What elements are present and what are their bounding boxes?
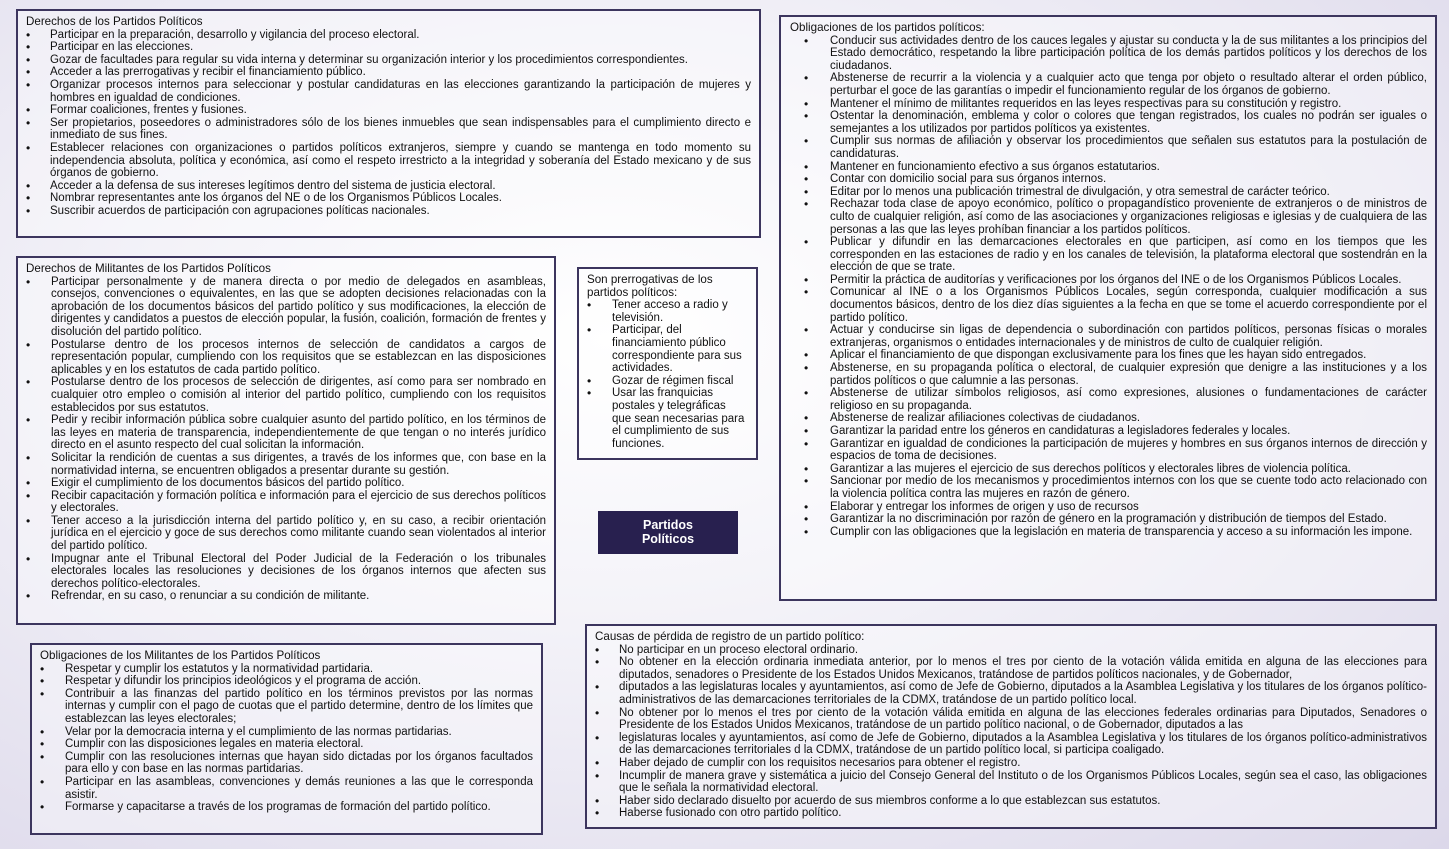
list-item: • Establecer relaciones con organizaciones o partidos políticos extranjeros, siempre y cuando se mantenga en todo momento su independencia absoluta, política y económica, así como el respeto irrestricto a la integridad y soberanía del Estado mexicano y de sus órganos de gobierno. bbox=[26, 142, 751, 180]
list-item: • Organizar procesos internos para seleccionar y postular candidaturas en las elecciones garantizando la participación de mujeres y hombres en igualdad de condiciones. bbox=[26, 79, 751, 104]
list-item: • Mantener en funcionamiento efectivo a sus órganos estatutarios. bbox=[790, 161, 1427, 174]
list-item: • Publicar y difundir en las demarcaciones electorales en que participen, así como en los tiempos que les corresponden en las estaciones de radio y en los canales de televisión, la plataforma electoral que sostendrán en la elección de que se trate. bbox=[790, 236, 1427, 274]
list-item: • Incumplir de manera grave y sistemática a juicio del Consejo General del Instituto o de los Organismos Públicos Locales, según sea el caso, las obligaciones que le señala la normatividad electoral. bbox=[595, 770, 1427, 795]
obligaciones-partidos-panel bbox=[779, 15, 1437, 601]
list-item: • Solicitar la rendición de cuentas a sus dirigentes, a través de los informes que, con base en la normatividad interna, se encuentren obligados a presentar durante su gestión. bbox=[26, 452, 546, 477]
derechos-militantes-panel bbox=[16, 256, 556, 625]
list-item: • Mantener el mínimo de militantes requeridos en las leyes respectivas para su constitución y registro. bbox=[790, 98, 1427, 111]
list-item: • Abstenerse, en su propaganda política o electoral, de cualquier expresión que denigre a las instituciones y a los partidos políticos o que calumnie a las personas. bbox=[790, 362, 1427, 387]
list-item: • Acceder a la defensa de sus intereses legítimos dentro del sistema de justicia electoral. bbox=[26, 180, 751, 193]
list-item: • Elaborar y entregar los informes de origen y uso de recursos bbox=[790, 501, 1427, 514]
list-item: • Participar en las elecciones. bbox=[26, 41, 751, 54]
list-item: • Contribuir a las finanzas del partido político en los términos previstos por las normas internas y cumplir con el pago de cuotas que el partido determine, dentro de los límites que establezcan las leyes electorales; bbox=[40, 688, 533, 726]
list-item: • Nombrar representantes ante los órganos del NE o de los Organismos Públicos Locales. bbox=[26, 192, 751, 205]
list-item: • Postularse dentro de los procesos internos de selección de candidatos a cargos de representación popular, cumpliendo con los requisitos que se establezcan en las disposiciones aplicables y en los estatutos de cada partido político. bbox=[26, 339, 546, 377]
list-item: • Exigir el cumplimiento de los documentos básicos del partido político. bbox=[26, 477, 546, 490]
list-item: • Cumplir sus normas de afiliación y observar los procedimientos que señalen sus estatutos para la postulación de candidaturas. bbox=[790, 135, 1427, 160]
derechos-partidos-panel bbox=[16, 9, 761, 238]
section-title: Causas de pérdida de registro de un partido político: bbox=[595, 630, 865, 643]
list-item: • Haber dejado de cumplir con los requisitos necesarios para obtener el registro. bbox=[595, 757, 1427, 770]
list-item: • Impugnar ante el Tribunal Electoral del Poder Judicial de la Federación o los tribunales electorales locales las resoluciones y decisiones de los órganos internos que afecten sus derechos político-electorales. bbox=[26, 553, 546, 591]
list-item: • Refrendar, en su caso, o renunciar a su condición de militante. bbox=[26, 590, 546, 603]
list-item: • Ser propietarios, poseedores o administradores sólo de los bienes inmuebles que sean indispensables para el cumplimiento directo e inmediato de sus fines. bbox=[26, 117, 751, 142]
list-item: • Permitir la práctica de auditorías y verificaciones por los órganos del INE o de los Organismos Públicos Locales. bbox=[790, 274, 1427, 287]
bullet-list bbox=[26, 29, 751, 218]
list-item: • Usar las franquicias postales y telegráficas que sean necesarias para el cumplimiento de sus funciones. bbox=[587, 387, 748, 450]
list-item: • Participar en las asambleas, convenciones y demás reuniones a las que le corresponda asistir. bbox=[40, 776, 533, 801]
obligaciones-militantes-panel bbox=[30, 643, 543, 835]
list-item: • Participar, del financiamiento público correspondiente para sus actividades. bbox=[587, 324, 748, 374]
section-title: Derechos de Militantes de los Partidos Políticos bbox=[26, 262, 271, 275]
list-item: • diputados a las legislaturas locales y ayuntamientos, así como de Jefe de Gobierno, diputados a la Asamblea Legislativa y los titulares de los órganos político-administrativos de las demarcaciones territoriales de la CDMX, tratándose de un partido político local. bbox=[595, 681, 1427, 706]
list-item: • Formarse y capacitarse a través de los programas de formación del partido político. bbox=[40, 801, 533, 814]
list-item: • Formar coaliciones, frentes y fusiones. bbox=[26, 104, 751, 117]
bullet-list bbox=[26, 276, 546, 603]
list-item: • Comunicar al INE o a los Organismos Públicos Locales, según corresponda, cualquier modificación a sus documentos básicos, dentro de los diez días siguientes a la fecha en que se tome el acuerdo correspondiente por el partido político. bbox=[790, 286, 1427, 324]
list-item: • Suscribir acuerdos de participación con agrupaciones políticas nacionales. bbox=[26, 205, 751, 218]
list-item: • Gozar de facultades para regular su vida interna y determinar su organización interior y los procedimientos correspondientes. bbox=[26, 54, 751, 67]
list-item: • Cumplir con las disposiciones legales en materia electoral. bbox=[40, 738, 533, 751]
list-item: • Abstenerse de recurrir a la violencia y a cualquier acto que tenga por objeto o resultado alterar el orden público, perturbar el goce de las garantías o impedir el funcionamiento regular de los órganos de gobierno. bbox=[790, 72, 1427, 97]
list-item: • Acceder a las prerrogativas y recibir el financiamiento público. bbox=[26, 66, 751, 79]
list-item: • Participar en la preparación, desarrollo y vigilancia del proceso electoral. bbox=[26, 29, 751, 42]
list-item: • No obtener por lo menos el tres por ciento de la votación válida emitida en alguna de las elecciones federales ordinarias para Diputados, Senadores o Presidente de los Estados Unidos Mexicanos, tratándose de un partido político nacional, o de Gobernador, diputados a las bbox=[595, 707, 1427, 732]
bullet-list bbox=[40, 663, 533, 814]
list-item: • legislaturas locales y ayuntamientos, así como de Jefe de Gobierno, diputados a la Asamblea Legislativa y los titulares de los órganos político-administrativos de las demarcaciones territoriales d la CDMX, tratándose de un partido político local, si participa coaligado. bbox=[595, 732, 1427, 757]
list-item: • Sancionar por medio de los mecanismos y procedimientos internos con los que se cuente todo acto relacionado con la violencia política contra las mujeres en razón de género. bbox=[790, 475, 1427, 500]
list-item: • Conducir sus actividades dentro de los cauces legales y ajustar su conducta y la de sus militantes a los principios del Estado democrático, respetando la libre participación política de los demás partidos políticos y los derechos de los ciudadanos. bbox=[790, 35, 1427, 73]
list-item: • Garantizar la no discriminación por razón de género en la programación y distribución de tiempos del Estado. bbox=[790, 513, 1427, 526]
list-item: • Cumplir con las resoluciones internas que hayan sido dictadas por los órganos facultados para ello y con base en las normas partidarias. bbox=[40, 751, 533, 776]
list-item: • No participar en un proceso electoral ordinario. bbox=[595, 644, 1427, 657]
list-item: • Cumplir con las obligaciones que la legislación en materia de transparencia y acceso a su información les impone. bbox=[790, 526, 1427, 539]
list-item: • Ostentar la denominación, emblema y color o colores que tengan registrados, los cuales no podrán ser iguales o semejantes a los utilizados por partidos políticos ya existentes. bbox=[790, 110, 1427, 135]
list-item: • Pedir y recibir información pública sobre cualquier asunto del partido político, en los términos de las leyes en materia de transparencia, independientemente de que tengan o no interés jurídico directo en el asunto respecto del cual solicitan la información. bbox=[26, 414, 546, 452]
list-item: • Tener acceso a radio y televisión. bbox=[587, 299, 748, 324]
list-item: • Garantizar la paridad entre los géneros en candidaturas a legisladores federales y locales. bbox=[790, 425, 1427, 438]
list-item: • Participar personalmente y de manera directa o por medio de delegados en asambleas, consejos, convenciones o equivalentes, en las que se adopten decisiones relacionadas con la aprobación de los documentos básicos del partido político y sus modificaciones, la elección de dirigentes y candidatos a puestos de elección popular, la fusión, coalición, formación de frentes y disolución del partido político. bbox=[26, 276, 546, 339]
section-title: Obligaciones de los partidos políticos: bbox=[790, 21, 985, 34]
list-item: • Abstenerse de utilizar símbolos religiosos, así como expresiones, alusiones o fundamentaciones de carácter religioso en su propaganda. bbox=[790, 387, 1427, 412]
list-item: • Velar por la democracia interna y el cumplimiento de las normas partidarias. bbox=[40, 726, 533, 739]
list-item: • Abstenerse de realizar afiliaciones colectivas de ciudadanos. bbox=[790, 412, 1427, 425]
list-item: • Recibir capacitación y formación política e información para el ejercicio de sus derechos políticos y electorales. bbox=[26, 490, 546, 515]
list-item: • Editar por lo menos una publicación trimestral de divulgación, y otra semestral de carácter teórico. bbox=[790, 186, 1427, 199]
prerrogativas-panel bbox=[577, 267, 758, 460]
list-item: • Garantizar a las mujeres el ejercicio de sus derechos políticos y electorales libres de violencia política. bbox=[790, 463, 1427, 476]
list-item: • Garantizar en igualdad de condiciones la participación de mujeres y hombres en sus órganos internos de dirección y espacios de toma de decisiones. bbox=[790, 438, 1427, 463]
section-title: Derechos de los Partidos Políticos bbox=[26, 15, 203, 28]
bullet-list bbox=[790, 35, 1427, 539]
list-item: • Aplicar el financiamiento de que dispongan exclusivamente para los fines que les hayan sido entregados. bbox=[790, 349, 1427, 362]
section-title: Son prerrogativas de los partidos políticos: bbox=[587, 273, 713, 299]
center-title: Partidos Políticos bbox=[598, 511, 738, 554]
list-item: • Gozar de régimen fiscal bbox=[587, 375, 748, 388]
bullet-list bbox=[595, 644, 1427, 820]
list-item: • Postularse dentro de los procesos de selección de dirigentes, así como para ser nombrado en cualquier otro empleo o comisión al interior del partido político, cumpliendo con los requisitos establecidos por sus estatutos. bbox=[26, 376, 546, 414]
list-item: • Tener acceso a la jurisdicción interna del partido político y, en su caso, a recibir orientación jurídica en el ejercicio y goce de sus derechos como militante cuando sean violentados al interior del partido político. bbox=[26, 515, 546, 553]
list-item: • Rechazar toda clase de apoyo económico, político o propagandístico proveniente de extranjeros o de ministros de culto de cualquier religión, así como de las asociaciones y organizaciones religiosas e iglesias y de cualquiera de las personas a las que las leyes prohíban financiar a los partidos políticos. bbox=[790, 198, 1427, 236]
list-item: • Respetar y difundir los principios ideológicos y el programa de acción. bbox=[40, 675, 533, 688]
causas-perdida-panel bbox=[585, 624, 1437, 829]
list-item: • No obtener en la elección ordinaria inmediata anterior, por lo menos el tres por ciento de la votación válida emitida en alguna de las elecciones para diputados, senadores o Presidente de los Estados Unidos Mexicanos, tratándose de partidos políticos nacionales, y de Gobernador, bbox=[595, 656, 1427, 681]
list-item: • Haber sido declarado disuelto por acuerdo de sus miembros conforme a lo que establezcan sus estatutos. bbox=[595, 795, 1427, 808]
list-item: • Actuar y conducirse sin ligas de dependencia o subordinación con partidos políticos, personas físicas o morales extranjeras, organismos o entidades internacionales y de ministros de culto de cualquier religión. bbox=[790, 324, 1427, 349]
list-item: • Haberse fusionado con otro partido político. bbox=[595, 807, 1427, 820]
list-item: • Respetar y cumplir los estatutos y la normatividad partidaria. bbox=[40, 663, 533, 676]
bullet-list bbox=[587, 299, 748, 450]
list-item: • Contar con domicilio social para sus órganos internos. bbox=[790, 173, 1427, 186]
section-title: Obligaciones de los Militantes de los Partidos Políticos bbox=[40, 649, 321, 662]
